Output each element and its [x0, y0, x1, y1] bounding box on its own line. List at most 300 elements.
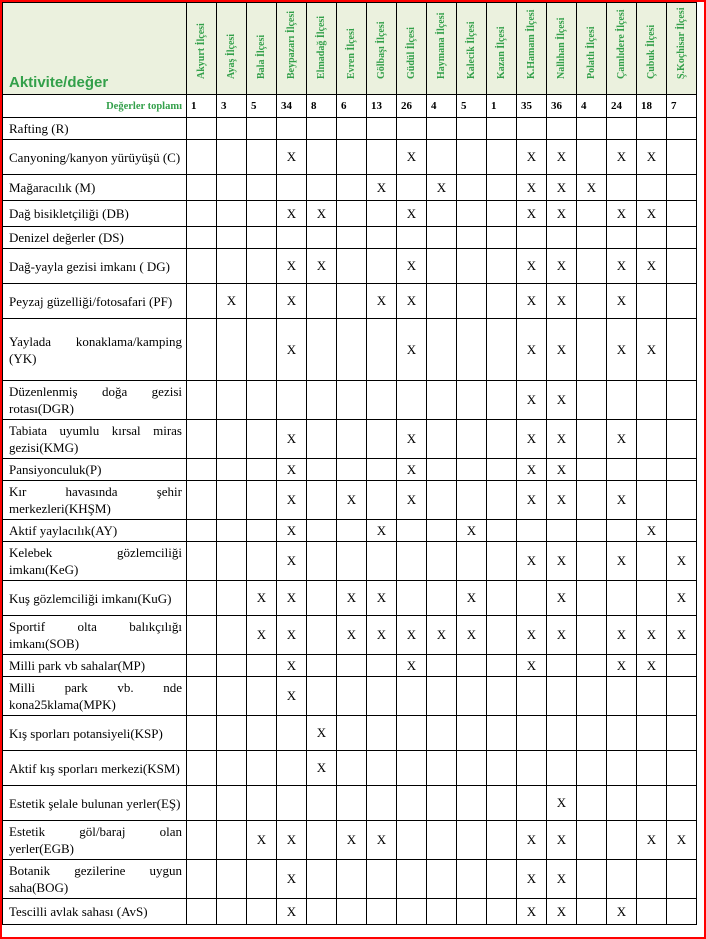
x-mark: X [367, 581, 397, 616]
activity-row [3, 319, 697, 381]
empty-cell [217, 420, 247, 459]
empty-cell [427, 481, 457, 520]
empty-cell [397, 899, 427, 925]
empty-cell [217, 655, 247, 677]
x-mark: X [547, 420, 577, 459]
empty-cell [487, 175, 517, 201]
empty-cell [337, 677, 367, 716]
empty-cell [367, 786, 397, 821]
empty-cell [337, 899, 367, 925]
empty-cell [307, 140, 337, 175]
empty-cell [337, 227, 367, 249]
activity-row [3, 716, 697, 751]
empty-cell [217, 716, 247, 751]
x-mark: X [397, 319, 427, 381]
empty-cell [307, 786, 337, 821]
x-mark: X [517, 420, 547, 459]
district-name: Ayaş İlçesi [225, 33, 237, 79]
empty-cell [637, 420, 667, 459]
empty-cell [667, 140, 697, 175]
empty-cell [367, 542, 397, 581]
empty-cell [637, 677, 667, 716]
table-body [3, 118, 697, 925]
empty-cell [667, 175, 697, 201]
x-mark: X [667, 821, 697, 860]
empty-cell [547, 716, 577, 751]
x-mark: X [547, 249, 577, 284]
x-mark: X [397, 655, 427, 677]
empty-cell [457, 284, 487, 319]
empty-cell [307, 481, 337, 520]
empty-cell [247, 520, 277, 542]
empty-cell [217, 175, 247, 201]
empty-cell [667, 786, 697, 821]
empty-cell [217, 616, 247, 655]
empty-cell [217, 459, 247, 481]
activity-label: Estetik göl/baraj olan yerler(EGB) [3, 821, 187, 860]
district-name: Çamlıdere İlçesi [615, 9, 627, 79]
x-mark: X [367, 616, 397, 655]
empty-cell [307, 655, 337, 677]
empty-cell [217, 751, 247, 786]
district-name: Beypazarı İlçesi [285, 10, 297, 79]
x-mark: X [607, 655, 637, 677]
empty-cell [517, 751, 547, 786]
empty-cell [427, 201, 457, 227]
district-total: 7 [667, 95, 697, 118]
empty-cell [607, 175, 637, 201]
x-mark: X [607, 899, 637, 925]
x-mark: X [337, 821, 367, 860]
district-header [217, 3, 247, 95]
empty-cell [607, 677, 637, 716]
activity-label: Denizel değerler (DS) [3, 227, 187, 249]
empty-cell [187, 249, 217, 284]
empty-cell [307, 677, 337, 716]
activity-row [3, 581, 697, 616]
empty-cell [187, 616, 217, 655]
empty-cell [577, 655, 607, 677]
activity-row [3, 459, 697, 481]
x-mark: X [517, 319, 547, 381]
empty-cell [247, 716, 277, 751]
empty-cell [637, 284, 667, 319]
x-mark: X [607, 284, 637, 319]
activity-row [3, 616, 697, 655]
x-mark: X [277, 821, 307, 860]
x-mark: X [667, 616, 697, 655]
activity-label: Mağaracılık (M) [3, 175, 187, 201]
empty-cell [487, 655, 517, 677]
empty-cell [217, 319, 247, 381]
x-mark: X [367, 175, 397, 201]
empty-cell [667, 319, 697, 381]
empty-cell [367, 751, 397, 786]
district-header [427, 3, 457, 95]
empty-cell [667, 677, 697, 716]
empty-cell [367, 655, 397, 677]
empty-cell [277, 227, 307, 249]
x-mark: X [367, 520, 397, 542]
x-mark: X [607, 542, 637, 581]
empty-cell [427, 118, 457, 140]
activity-row [3, 381, 697, 420]
empty-cell [307, 860, 337, 899]
empty-cell [217, 381, 247, 420]
empty-cell [427, 459, 457, 481]
activity-row [3, 118, 697, 140]
empty-cell [427, 786, 457, 821]
district-header [607, 3, 637, 95]
x-mark: X [517, 249, 547, 284]
x-mark: X [277, 319, 307, 381]
x-mark: X [517, 655, 547, 677]
district-total: 36 [547, 95, 577, 118]
activity-label: Tabiata uyumlu kırsal miras gezisi(KMG) [3, 420, 187, 459]
x-mark: X [427, 175, 457, 201]
x-mark: X [607, 319, 637, 381]
empty-cell [667, 284, 697, 319]
empty-cell [187, 420, 217, 459]
x-mark: X [367, 821, 397, 860]
district-name: Polatlı İlçesi [585, 26, 597, 79]
empty-cell [397, 751, 427, 786]
empty-cell [667, 899, 697, 925]
x-mark: X [277, 201, 307, 227]
empty-cell [367, 716, 397, 751]
district-header [457, 3, 487, 95]
empty-cell [367, 381, 397, 420]
x-mark: X [607, 420, 637, 459]
district-total: 5 [457, 95, 487, 118]
empty-cell [457, 175, 487, 201]
district-header [337, 3, 367, 95]
empty-cell [337, 249, 367, 284]
empty-cell [667, 459, 697, 481]
empty-cell [487, 381, 517, 420]
empty-cell [217, 542, 247, 581]
empty-cell [247, 381, 277, 420]
empty-cell [367, 459, 397, 481]
x-mark: X [517, 821, 547, 860]
empty-cell [427, 655, 457, 677]
district-header [637, 3, 667, 95]
district-name: Kazan İlçesi [495, 26, 507, 79]
empty-cell [307, 175, 337, 201]
empty-cell [277, 118, 307, 140]
x-mark: X [517, 616, 547, 655]
empty-cell [247, 899, 277, 925]
x-mark: X [457, 520, 487, 542]
empty-cell [577, 284, 607, 319]
district-total: 18 [637, 95, 667, 118]
x-mark: X [277, 520, 307, 542]
empty-cell [577, 860, 607, 899]
empty-cell [427, 319, 457, 381]
x-mark: X [607, 140, 637, 175]
empty-cell [637, 175, 667, 201]
empty-cell [247, 677, 277, 716]
empty-cell [187, 786, 217, 821]
empty-cell [457, 420, 487, 459]
empty-cell [517, 227, 547, 249]
activity-label: Canyoning/kanyon yürüyüşü (C) [3, 140, 187, 175]
activity-district-table [2, 2, 697, 925]
empty-cell [427, 542, 457, 581]
district-total: 8 [307, 95, 337, 118]
x-mark: X [547, 201, 577, 227]
empty-cell [217, 677, 247, 716]
empty-cell [187, 459, 217, 481]
empty-cell [187, 381, 217, 420]
x-mark: X [247, 581, 277, 616]
empty-cell [517, 581, 547, 616]
empty-cell [307, 520, 337, 542]
empty-cell [457, 319, 487, 381]
empty-cell [667, 481, 697, 520]
totals-label: Değerler toplamı [3, 95, 187, 118]
empty-cell [517, 677, 547, 716]
x-mark: X [517, 899, 547, 925]
empty-cell [427, 677, 457, 716]
empty-cell [637, 459, 667, 481]
empty-cell [337, 716, 367, 751]
empty-cell [637, 716, 667, 751]
activity-row [3, 899, 697, 925]
empty-cell [337, 459, 367, 481]
empty-cell [187, 175, 217, 201]
x-mark: X [307, 716, 337, 751]
x-mark: X [547, 481, 577, 520]
empty-cell [367, 319, 397, 381]
empty-cell [457, 542, 487, 581]
district-header [307, 3, 337, 95]
empty-cell [637, 581, 667, 616]
empty-cell [487, 520, 517, 542]
empty-cell [667, 655, 697, 677]
empty-cell [397, 860, 427, 899]
x-mark: X [547, 899, 577, 925]
x-mark: X [607, 616, 637, 655]
empty-cell [637, 751, 667, 786]
x-mark: X [547, 581, 577, 616]
empty-cell [667, 520, 697, 542]
empty-cell [307, 899, 337, 925]
activity-label: Sportif olta balıkçılığı imkanı(SOB) [3, 616, 187, 655]
empty-cell [337, 860, 367, 899]
x-mark: X [217, 284, 247, 319]
activity-row [3, 821, 697, 860]
empty-cell [187, 118, 217, 140]
empty-cell [457, 860, 487, 899]
empty-cell [397, 227, 427, 249]
activity-row [3, 520, 697, 542]
x-mark: X [637, 319, 667, 381]
empty-cell [457, 201, 487, 227]
empty-cell [247, 249, 277, 284]
empty-cell [247, 751, 277, 786]
empty-cell [637, 481, 667, 520]
empty-cell [577, 140, 607, 175]
x-mark: X [607, 249, 637, 284]
activity-row [3, 542, 697, 581]
x-mark: X [547, 140, 577, 175]
x-mark: X [277, 860, 307, 899]
x-mark: X [547, 616, 577, 655]
district-total: 3 [217, 95, 247, 118]
empty-cell [607, 860, 637, 899]
empty-cell [427, 821, 457, 860]
empty-cell [247, 459, 277, 481]
empty-cell [577, 616, 607, 655]
empty-cell [487, 249, 517, 284]
x-mark: X [547, 542, 577, 581]
x-mark: X [307, 751, 337, 786]
empty-cell [457, 751, 487, 786]
x-mark: X [517, 140, 547, 175]
empty-cell [397, 381, 427, 420]
empty-cell [547, 227, 577, 249]
empty-cell [367, 140, 397, 175]
empty-cell [577, 201, 607, 227]
x-mark: X [547, 786, 577, 821]
empty-cell [487, 542, 517, 581]
empty-cell [577, 821, 607, 860]
x-mark: X [547, 284, 577, 319]
activity-label: Pansiyonculuk(P) [3, 459, 187, 481]
empty-cell [427, 860, 457, 899]
empty-cell [247, 140, 277, 175]
activity-row [3, 140, 697, 175]
district-header [517, 3, 547, 95]
empty-cell [247, 420, 277, 459]
activity-label: Kelebek gözlemciliği imkanı(KeG) [3, 542, 187, 581]
empty-cell [187, 542, 217, 581]
empty-cell [667, 227, 697, 249]
empty-cell [337, 381, 367, 420]
empty-cell [307, 420, 337, 459]
x-mark: X [517, 542, 547, 581]
x-mark: X [277, 140, 307, 175]
x-mark: X [427, 616, 457, 655]
x-mark: X [517, 201, 547, 227]
x-mark: X [517, 284, 547, 319]
x-mark: X [457, 581, 487, 616]
empty-cell [277, 786, 307, 821]
empty-cell [487, 118, 517, 140]
empty-cell [547, 520, 577, 542]
empty-cell [247, 860, 277, 899]
empty-cell [187, 201, 217, 227]
empty-cell [487, 420, 517, 459]
district-name: Haymana İlçesi [435, 12, 447, 79]
empty-cell [367, 227, 397, 249]
district-total: 34 [277, 95, 307, 118]
activity-row [3, 860, 697, 899]
empty-cell [577, 716, 607, 751]
empty-cell [187, 821, 217, 860]
empty-cell [427, 227, 457, 249]
x-mark: X [637, 520, 667, 542]
district-name: Kalecik İlçesi [465, 21, 477, 79]
district-name: K.Hamam İlçesi [525, 9, 537, 79]
x-mark: X [397, 201, 427, 227]
empty-cell [337, 420, 367, 459]
empty-cell [307, 821, 337, 860]
empty-cell [217, 118, 247, 140]
empty-cell [367, 118, 397, 140]
empty-cell [487, 140, 517, 175]
activity-label: Milli park vb sahalar(MP) [3, 655, 187, 677]
activity-row [3, 201, 697, 227]
activity-row [3, 677, 697, 716]
empty-cell [367, 249, 397, 284]
activity-value-label: Aktivite/değer [9, 74, 109, 91]
x-mark: X [367, 284, 397, 319]
empty-cell [457, 677, 487, 716]
empty-cell [367, 481, 397, 520]
x-mark: X [337, 481, 367, 520]
empty-cell [607, 581, 637, 616]
activity-label: Rafting (R) [3, 118, 187, 140]
empty-cell [487, 201, 517, 227]
empty-cell [577, 786, 607, 821]
activity-label: Düzenlenmiş doğa gezisi rotası(DGR) [3, 381, 187, 420]
empty-cell [397, 542, 427, 581]
activity-label: Kış sporları potansiyeli(KSP) [3, 716, 187, 751]
empty-cell [577, 581, 607, 616]
empty-cell [487, 786, 517, 821]
empty-cell [217, 899, 247, 925]
empty-cell [337, 520, 367, 542]
empty-cell [487, 459, 517, 481]
empty-cell [307, 381, 337, 420]
empty-cell [277, 175, 307, 201]
empty-cell [367, 899, 397, 925]
empty-cell [427, 140, 457, 175]
empty-cell [367, 420, 397, 459]
empty-cell [487, 481, 517, 520]
activity-row [3, 786, 697, 821]
empty-cell [337, 542, 367, 581]
empty-cell [607, 751, 637, 786]
empty-cell [517, 716, 547, 751]
empty-cell [577, 481, 607, 520]
district-name: Bala İlçesi [255, 34, 267, 79]
district-total: 4 [427, 95, 457, 118]
district-total: 24 [607, 95, 637, 118]
empty-cell [217, 201, 247, 227]
district-name: Ş.Koçhisar İlçesi [675, 7, 687, 79]
x-mark: X [277, 459, 307, 481]
empty-cell [217, 249, 247, 284]
district-header [277, 3, 307, 95]
district-header [367, 3, 397, 95]
empty-cell [397, 118, 427, 140]
district-total: 1 [187, 95, 217, 118]
empty-cell [397, 786, 427, 821]
x-mark: X [397, 616, 427, 655]
district-header [577, 3, 607, 95]
empty-cell [397, 716, 427, 751]
x-mark: X [277, 284, 307, 319]
empty-cell [667, 860, 697, 899]
empty-cell [337, 284, 367, 319]
empty-cell [307, 459, 337, 481]
empty-cell [187, 716, 217, 751]
district-total: 5 [247, 95, 277, 118]
empty-cell [277, 381, 307, 420]
